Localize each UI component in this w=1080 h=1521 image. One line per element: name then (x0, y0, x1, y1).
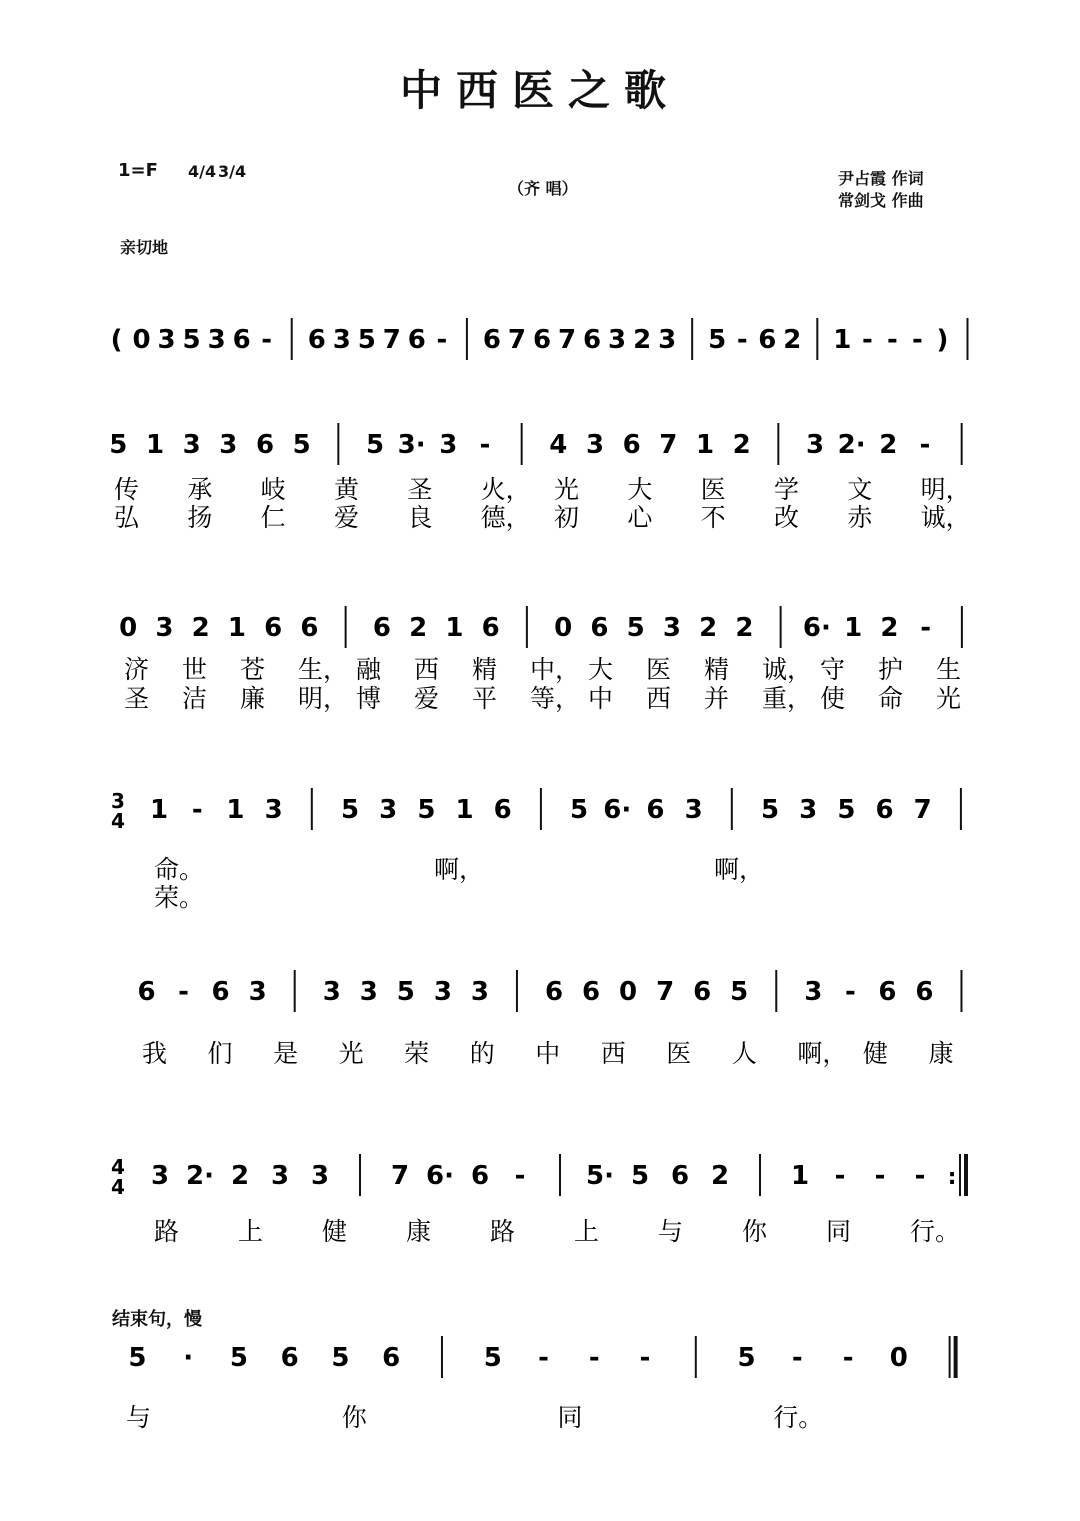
lyric-char: 苍 (240, 655, 266, 684)
note: 6 (280, 1343, 299, 1373)
note: 6 (493, 795, 512, 825)
note: ( (110, 325, 123, 355)
note: 2 (409, 613, 428, 643)
note: 2 (880, 613, 899, 643)
note: 5 (182, 325, 201, 355)
lyric-char: 行。 (773, 1403, 824, 1432)
lyric-char: 火， (480, 475, 531, 504)
note: 6· (802, 613, 831, 643)
note: 3 (433, 977, 452, 1007)
note: 3 (157, 325, 176, 355)
song-title: 中西医之歌 (399, 66, 680, 115)
note: 6 (590, 613, 609, 643)
time-signature-4-4: 4/4 (188, 162, 217, 181)
lyric-char: 扬 (187, 503, 213, 532)
lyric-char: 德， (480, 503, 531, 532)
lyric-char: 上 (238, 1217, 264, 1246)
lyric-char: 精 (704, 655, 730, 684)
lyric-char: 守 (820, 655, 846, 684)
lyric-char: 岐 (260, 475, 286, 504)
lyric-char: 融 (356, 655, 382, 684)
note: 3 (248, 977, 267, 1007)
time-signature-3-4: 3/4 (218, 162, 247, 181)
note: 5 (229, 1343, 248, 1373)
lyric-char: 西 (414, 655, 440, 684)
note-dash: - (887, 325, 898, 355)
note: 7 (656, 977, 675, 1007)
note: 7 (390, 1161, 410, 1191)
note: 5 (708, 325, 727, 355)
lyric-char: 中， (530, 655, 581, 684)
lyric-char: 爱 (414, 684, 440, 713)
lyric-char: 济 (124, 655, 150, 684)
lyric-char: 赤 (847, 503, 873, 532)
note: 5 (417, 795, 436, 825)
repeat-sign: : (947, 1165, 957, 1190)
note: 2 (732, 430, 751, 460)
lyric-char: 世 (182, 655, 208, 684)
note: 5· (586, 1161, 614, 1191)
lyric-char: 光 (338, 1039, 364, 1068)
lyric-char: 良 (407, 503, 433, 532)
lyric-char: 生， (298, 655, 349, 684)
note: 3 (322, 977, 341, 1007)
note: · (183, 1343, 194, 1373)
note: 7 (913, 795, 932, 825)
lyric-char: 传 (114, 475, 140, 504)
note: 6 (264, 613, 283, 643)
note: 6· (426, 1161, 454, 1191)
note: 0 (132, 325, 151, 355)
note: 0 (119, 613, 138, 643)
note: 6 (622, 430, 641, 460)
note-dash: - (920, 613, 932, 643)
note: 1 (844, 613, 863, 643)
note: 3 (207, 325, 226, 355)
note: 6 (646, 795, 665, 825)
lyric-char: 西 (646, 684, 672, 713)
lyric-char: 承 (187, 475, 213, 504)
note-dash: - (639, 1343, 651, 1373)
lyric-char: 圣 (124, 684, 150, 713)
note: 3 (658, 325, 677, 355)
note: 6 (372, 613, 391, 643)
lyric-char: 医 (666, 1039, 692, 1068)
lyric-char: 与 (658, 1217, 684, 1246)
note: 0 (619, 977, 638, 1007)
note-dash: - (514, 1161, 526, 1191)
note: 3 (155, 613, 174, 643)
note: 3 (270, 1161, 290, 1191)
note: 6 (407, 325, 426, 355)
note: 5 (760, 795, 780, 825)
lyric-char: 廉 (240, 684, 266, 713)
lyric-char: 是 (273, 1039, 299, 1068)
note: 6 (878, 977, 897, 1007)
note: 6 (300, 613, 319, 643)
time-signature-numerator: 3 (111, 789, 125, 813)
note: 1 (445, 613, 464, 643)
note-dash: - (436, 325, 448, 355)
note-dash: - (912, 325, 923, 355)
lyric-char: 诚， (762, 655, 813, 684)
lyric-char: 医 (700, 475, 726, 504)
note: 1 (455, 795, 474, 825)
lyricist-credit: 尹占霞 作词 (838, 169, 924, 188)
note: 3 (439, 430, 458, 460)
note: 5 (128, 1343, 147, 1373)
note-dash: - (261, 325, 273, 355)
lyric-char: 并 (704, 684, 730, 713)
note: 6 (307, 325, 326, 355)
time-signature-denominator: 4 (111, 809, 125, 833)
lyric-char: 等， (530, 684, 581, 713)
note: 3 (359, 977, 378, 1007)
note: 1 (833, 325, 852, 355)
note: 6 (583, 325, 602, 355)
note: 5 (630, 1161, 650, 1191)
note: 6 (232, 325, 251, 355)
lyric-char: 护 (878, 655, 904, 684)
note-dash: - (861, 325, 873, 355)
lyric-char: 命 (878, 684, 904, 713)
note: 3 (804, 977, 823, 1007)
note-dash: - (842, 1343, 854, 1373)
note: 5 (570, 795, 589, 825)
note-dash: - (479, 430, 491, 460)
note: 6 (481, 613, 500, 643)
note: 3 (470, 977, 489, 1007)
note: 6 (670, 1161, 690, 1191)
lyric-char: 生 (936, 655, 962, 684)
note: 1 (790, 1161, 810, 1191)
note: 5 (292, 430, 311, 460)
note-dash: - (844, 977, 856, 1007)
note: 1 (145, 430, 165, 460)
note: 2 (879, 430, 898, 460)
note: 1 (226, 795, 245, 825)
note: 6 (482, 325, 501, 355)
time-signature-numerator: 4 (111, 1155, 125, 1179)
note: 5 (357, 325, 376, 355)
note: 6 (544, 977, 564, 1007)
note-dash: - (538, 1343, 549, 1373)
lyric-char: 康 (928, 1039, 954, 1068)
note: 6 (875, 795, 894, 825)
note: 3 (799, 795, 818, 825)
note-dash: - (588, 1343, 600, 1373)
note: 6 (211, 977, 230, 1007)
note: 6 (137, 977, 156, 1007)
lyric-char: 健 (862, 1039, 888, 1068)
note: 5 (109, 430, 128, 460)
lyric-char: 同 (557, 1403, 583, 1432)
note: 6 (581, 977, 601, 1007)
note: 6 (255, 430, 275, 460)
note: 5 (837, 795, 856, 825)
lyric-char: 圣 (407, 475, 433, 504)
lyric-char: 黄 (334, 475, 360, 504)
lyric-char: 爱 (334, 503, 360, 532)
note: 2 (735, 613, 754, 643)
note-dash: - (191, 795, 203, 825)
lyric-char: 行。 (910, 1217, 961, 1246)
note: 6 (382, 1343, 401, 1373)
time-signature-denominator: 4 (111, 1175, 125, 1199)
lyric-char: 使 (820, 684, 846, 713)
lyric-char: 你 (742, 1217, 768, 1246)
note: 7 (659, 430, 678, 460)
note: 4 (549, 430, 568, 460)
note: 3· (397, 430, 426, 460)
lyric-char: 路 (154, 1217, 180, 1246)
lyric-char: 你 (341, 1403, 367, 1432)
lyric-char: 诚， (920, 503, 971, 532)
note: 5 (365, 430, 385, 460)
lyric-char: 我 (142, 1039, 168, 1068)
note: 3 (585, 430, 605, 460)
note: 2· (186, 1161, 214, 1191)
lyric-char: 健 (322, 1217, 348, 1246)
lyric-char: 仁 (260, 503, 286, 532)
lyric-char: 平 (472, 684, 498, 713)
lyric-char: 博 (356, 684, 382, 713)
note: 3 (150, 1161, 170, 1191)
note: 1 (227, 613, 246, 643)
note: 3 (264, 795, 283, 825)
lyric-char: 大 (588, 655, 614, 684)
note: 1 (695, 430, 715, 460)
lyric-char: 学 (774, 475, 800, 504)
note: 2 (699, 613, 718, 643)
note: 6 (758, 325, 777, 355)
lyric-char: 心 (627, 503, 653, 532)
lyric-char: 啊， (434, 855, 485, 884)
lyric-char: 啊， (714, 855, 765, 884)
note: 2 (710, 1161, 730, 1191)
note: 0 (889, 1343, 908, 1373)
note: 2 (191, 613, 210, 643)
lyric-char: 初 (554, 503, 580, 532)
note-dash: - (919, 430, 931, 460)
lyric-char: 啊， (797, 1039, 848, 1068)
note: 3 (182, 430, 201, 460)
lyric-char: 医 (646, 655, 672, 684)
lyric-char: 的 (469, 1039, 495, 1068)
lyric-char: 中 (588, 684, 614, 713)
lyric-char: 们 (207, 1039, 233, 1068)
note: 5 (483, 1343, 502, 1373)
lyric-char: 改 (774, 503, 800, 532)
lyric-char: 路 (490, 1217, 516, 1246)
key-signature: 1=F (118, 160, 158, 181)
note: 5 (340, 795, 360, 825)
lyric-char: 同 (826, 1217, 852, 1246)
note: ) (936, 325, 949, 355)
note: 2· (837, 430, 866, 460)
lyric-char: 西 (600, 1039, 626, 1068)
tempo-marking: 亲切地 (120, 238, 169, 257)
lyric-char: 荣 (404, 1039, 430, 1068)
note: 6 (693, 977, 712, 1007)
lyric-char: 光 (554, 475, 580, 504)
note: 6 (470, 1161, 490, 1191)
lyric-char: 上 (574, 1217, 600, 1246)
note: 1 (150, 795, 169, 825)
note-dash: - (834, 1161, 846, 1191)
lyric-char: 荣。 (154, 883, 205, 912)
note: 7 (382, 325, 401, 355)
note: 6 (532, 325, 552, 355)
lyric-char: 光 (936, 684, 962, 713)
lyric-char: 精 (472, 655, 498, 684)
note: 7 (557, 325, 577, 355)
note: 0 (554, 613, 573, 643)
note: 2 (230, 1161, 250, 1191)
note: 6· (603, 795, 632, 825)
note: 5 (331, 1343, 350, 1373)
note: 2 (633, 325, 652, 355)
note-dash: - (874, 1161, 886, 1191)
lyric-char: 弘 (114, 503, 140, 532)
composer-credit: 常剑戈 作曲 (838, 191, 924, 210)
note: 3 (662, 613, 681, 643)
lyric-char: 人 (731, 1039, 757, 1068)
lyric-char: 明， (920, 475, 971, 504)
lyric-char: 不 (700, 503, 726, 532)
note-dash: - (736, 325, 748, 355)
lyric-char: 明， (298, 684, 349, 713)
note: 5 (730, 977, 749, 1007)
lyric-char: 康 (406, 1217, 432, 1246)
note: 6 (915, 977, 934, 1007)
ending-marking: 结束句，慢 (112, 1309, 202, 1330)
note-dash: - (791, 1343, 803, 1373)
note: 3 (219, 430, 238, 460)
note: 5 (737, 1343, 756, 1373)
note: 3 (310, 1161, 330, 1191)
lyric-char: 中 (535, 1039, 561, 1068)
note-dash: - (914, 1161, 926, 1191)
note: 3 (684, 795, 703, 825)
lyric-char: 洁 (182, 684, 208, 713)
note: 5 (626, 613, 645, 643)
lyric-char: 重， (762, 684, 813, 713)
lyric-char: 与 (126, 1403, 152, 1432)
note: 2 (783, 325, 802, 355)
note: 3 (608, 325, 627, 355)
note: 5 (396, 977, 415, 1007)
note: 3 (332, 325, 351, 355)
note: 3 (805, 430, 825, 460)
lyric-char: 命。 (154, 855, 205, 884)
lyric-char: 文 (847, 475, 873, 504)
note: 3 (379, 795, 398, 825)
note-dash: - (178, 977, 189, 1007)
performance-style: （齐 唱） (508, 179, 578, 198)
note: 7 (507, 325, 527, 355)
lyric-char: 大 (627, 475, 653, 504)
